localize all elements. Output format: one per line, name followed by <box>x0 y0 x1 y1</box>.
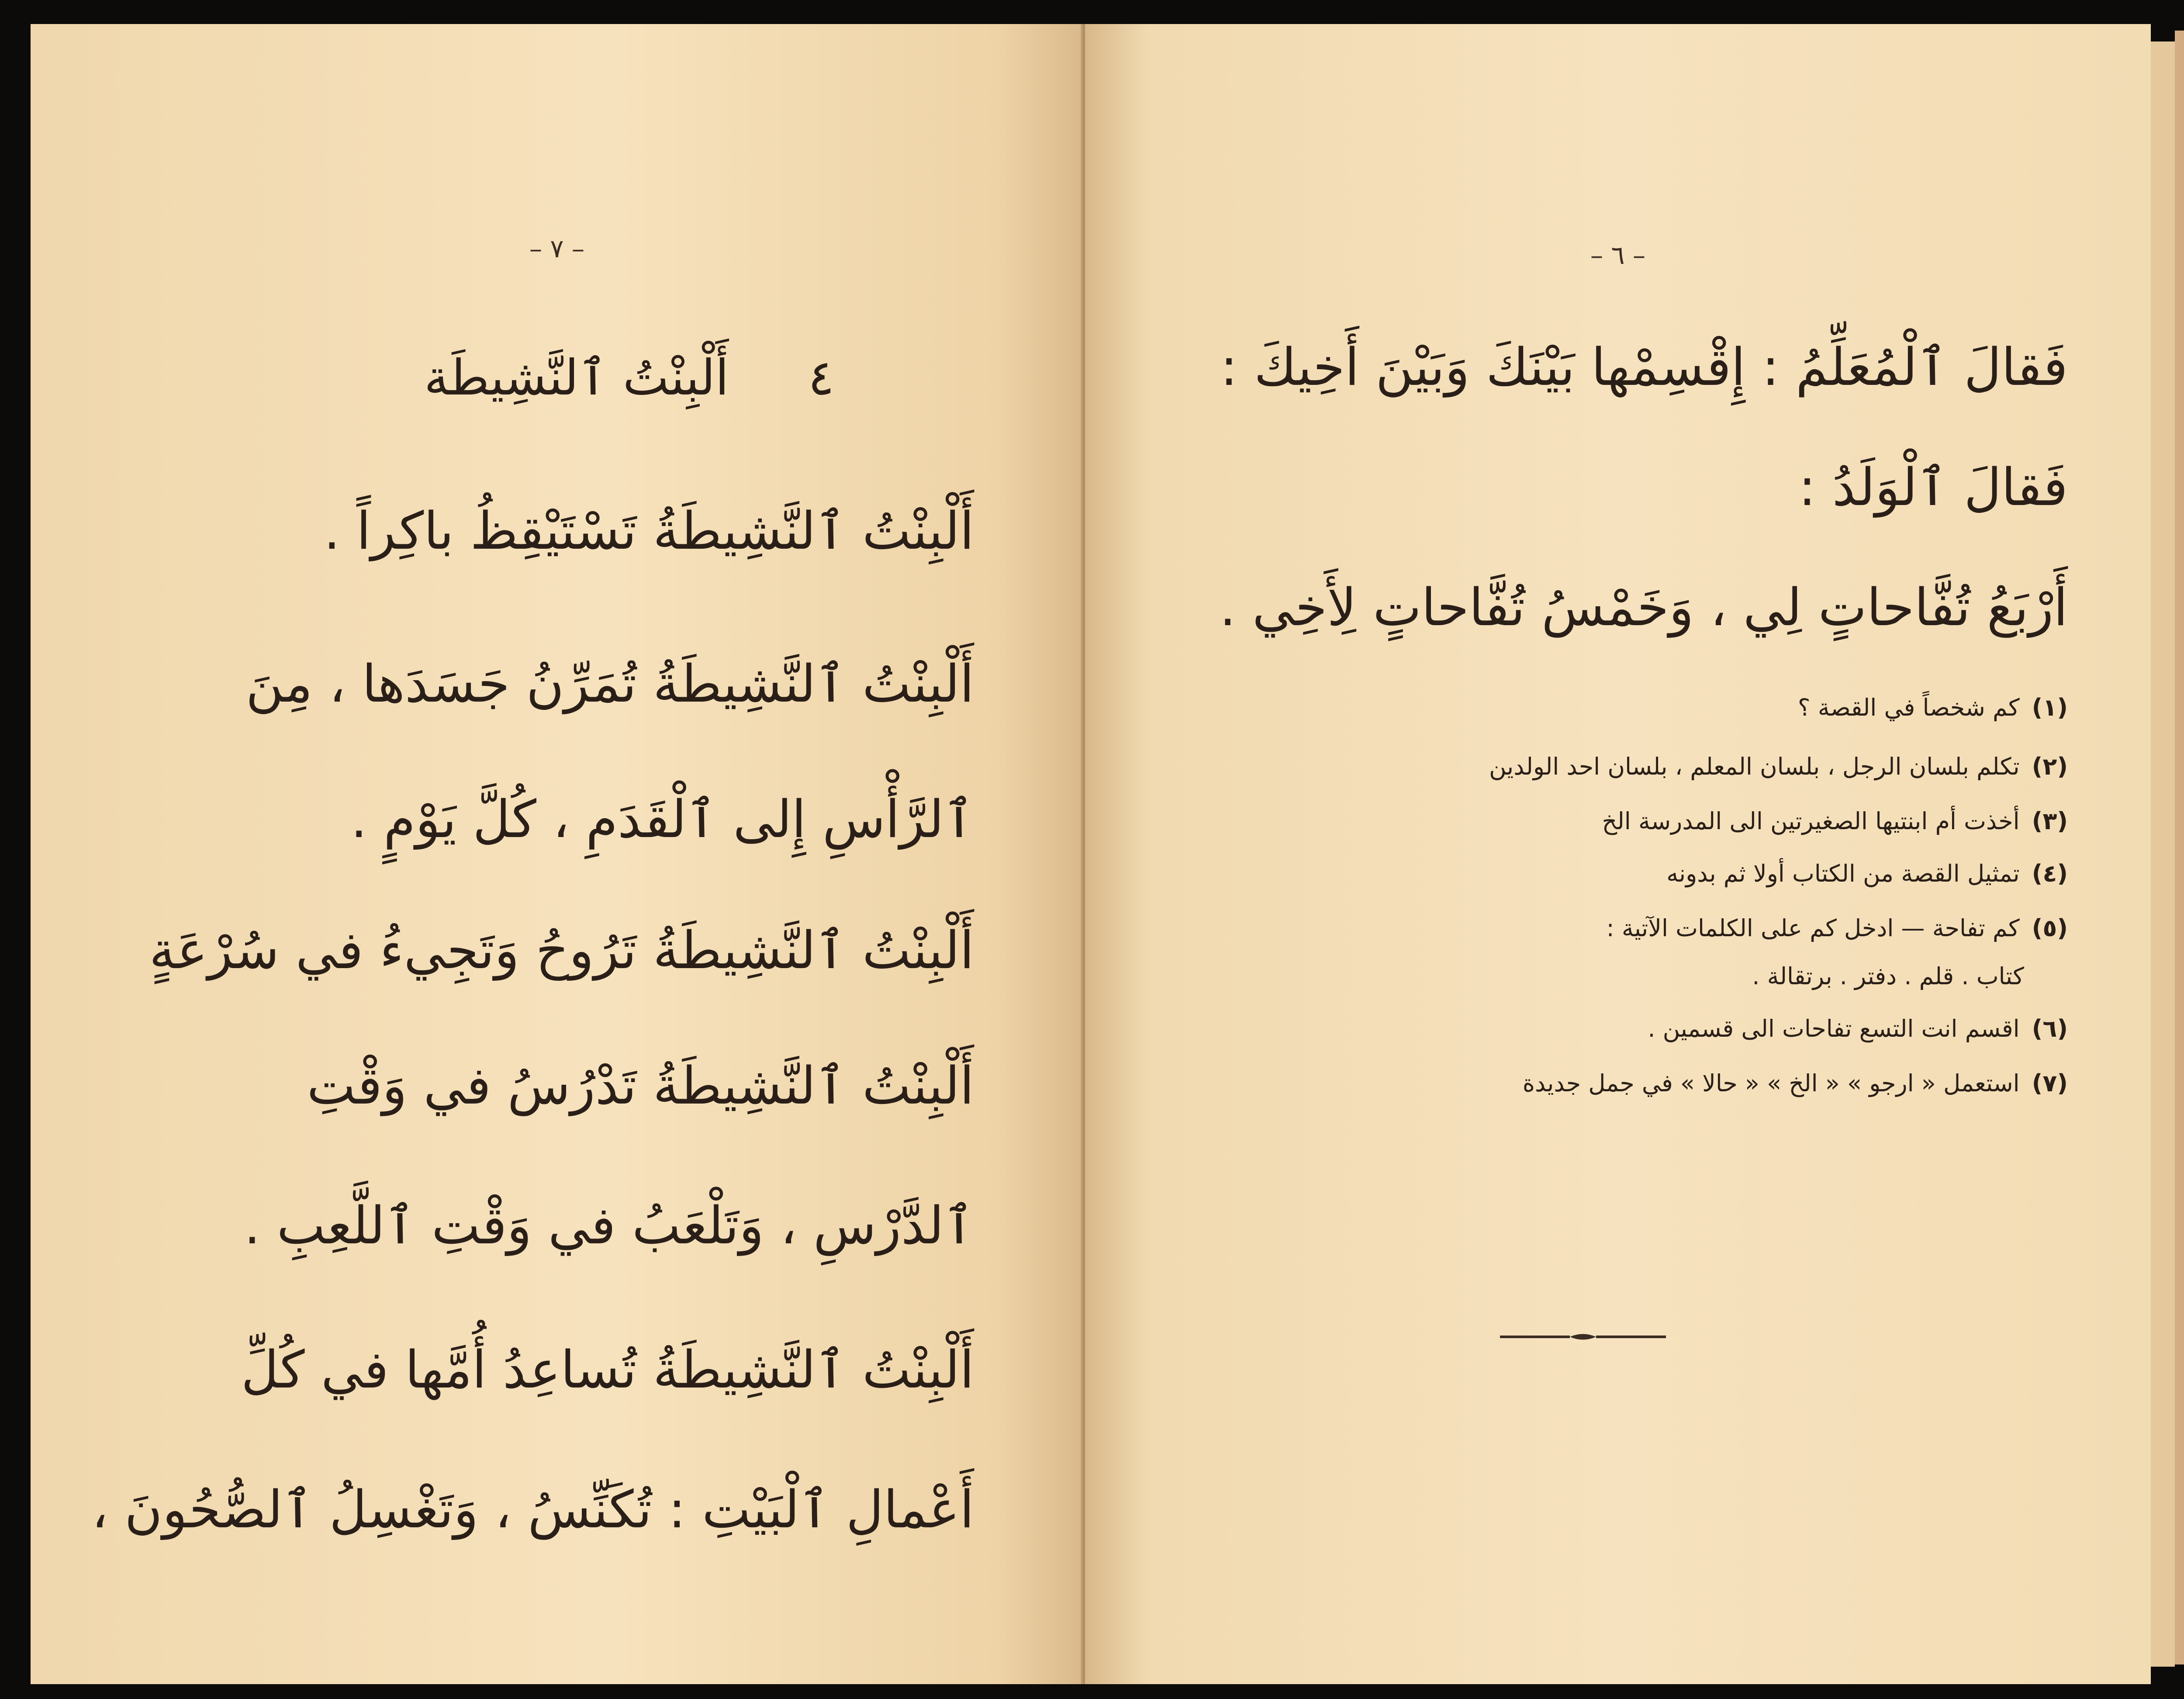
page-number: – ٦ – <box>1590 240 1646 270</box>
lesson-heading <box>424 347 834 408</box>
exercise-text: اقسم انت التسع تفاحات الى قسمين . <box>1648 1015 2020 1042</box>
left-page <box>31 24 1083 1684</box>
exercise-text: استعمل « ارجو » « الخ » « حالا » في جمل جديدة <box>1522 1069 2020 1097</box>
text-line: ٱلدَّرْسِ ، وَتَلْعَبُ في وَقْتِ ٱللَّعِبِ . <box>244 1195 974 1256</box>
book-back-cover-edge <box>2175 31 2184 1664</box>
right-page <box>1085 24 2151 1684</box>
exercise-item <box>1523 1068 2068 1099</box>
exercise-number: (٥) <box>2032 914 2068 942</box>
exercise-item <box>1648 1014 2068 1044</box>
text-line: أَلْبِنْتُ ٱلنَّشِيطَةُ تَرُوحُ وَتَجِيءُ في سُرْعَةٍ <box>149 920 974 980</box>
exercise-number: (٣) <box>2032 807 2068 835</box>
lesson-title: أَلْبِنْتُ ٱلنَّشِيطَة <box>424 349 729 406</box>
page-stack-edge <box>2151 42 2175 1667</box>
exercise-text: تمثيل القصة من الكتاب أولا ثم بدونه <box>1666 860 2020 887</box>
divider-ornament-icon <box>1500 1326 1666 1348</box>
text-line: أَلْبِنْتُ ٱلنَّشِيطَةُ تَدْرُسُ في وَقْتِ <box>307 1055 974 1116</box>
text-line: أَلْبِنْتُ ٱلنَّشِيطَةُ تَسْتَيْقِظُ باكِراً . <box>324 501 974 561</box>
exercise-number: (١) <box>2032 694 2068 721</box>
exercise-number: (٧) <box>2032 1069 2068 1097</box>
exercise-item <box>1489 751 2068 782</box>
exercise-number: (٦) <box>2032 1015 2068 1042</box>
text-line: أَعْمالِ ٱلْبَيْتِ : تُكَنِّسُ ، وَتَغْسِلُ ٱلصُّحُونَ ، <box>91 1479 974 1540</box>
exercise-number: (٢) <box>2032 753 2068 780</box>
exercise-text: كم تفاحة — ادخل كم على الكلمات الآتية : <box>1606 914 2020 942</box>
exercise-text: تكلم بلسان الرجل ، بلسان المعلم ، بلسان احد الولدين <box>1489 753 2020 780</box>
exercise-text: كم شخصاً في القصة ؟ <box>1797 694 2020 721</box>
lesson-number: ٤ <box>808 349 834 406</box>
exercise-item <box>1602 806 2068 837</box>
exercise-item <box>1798 692 2068 723</box>
exercise-item <box>1607 913 2068 944</box>
text-line: أَرْبَعُ تُفَّاحاتٍ لِي ، وَخَمْسُ تُفَّاحاتٍ لِأَخِي . <box>1220 577 2068 637</box>
exercise-text: أخذت أم ابنتيها الصغيرتين الى المدرسة الخ <box>1602 807 2020 835</box>
page-number: – ٧ – <box>529 234 585 263</box>
text-line: ٱلرَّأْسِ إِلى ٱلْقَدَمِ ، كُلَّ يَوْمٍ . <box>351 789 974 849</box>
text-line: أَلْبِنْتُ ٱلنَّشِيطَةُ تُمَرِّنُ جَسَدَها ، مِنَ <box>245 654 974 714</box>
exercise-continuation: كتاب . قلم . دفتر . برتقالة . <box>1752 962 2024 990</box>
text-line: فَقالَ ٱلْمُعَلِّمُ : إِقْسِمْها بَيْنَكَ وَبَيْنَ أَخِيكَ : <box>1220 337 2068 397</box>
exercise-number: (٤) <box>2032 860 2068 887</box>
text-line: أَلْبِنْتُ ٱلنَّشِيطَةُ تُساعِدُ أُمَّها في كُلِّ <box>241 1339 974 1400</box>
text-line: فَقالَ ٱلْوَلَدُ : <box>1798 457 2068 517</box>
exercise-item <box>1666 858 2068 889</box>
